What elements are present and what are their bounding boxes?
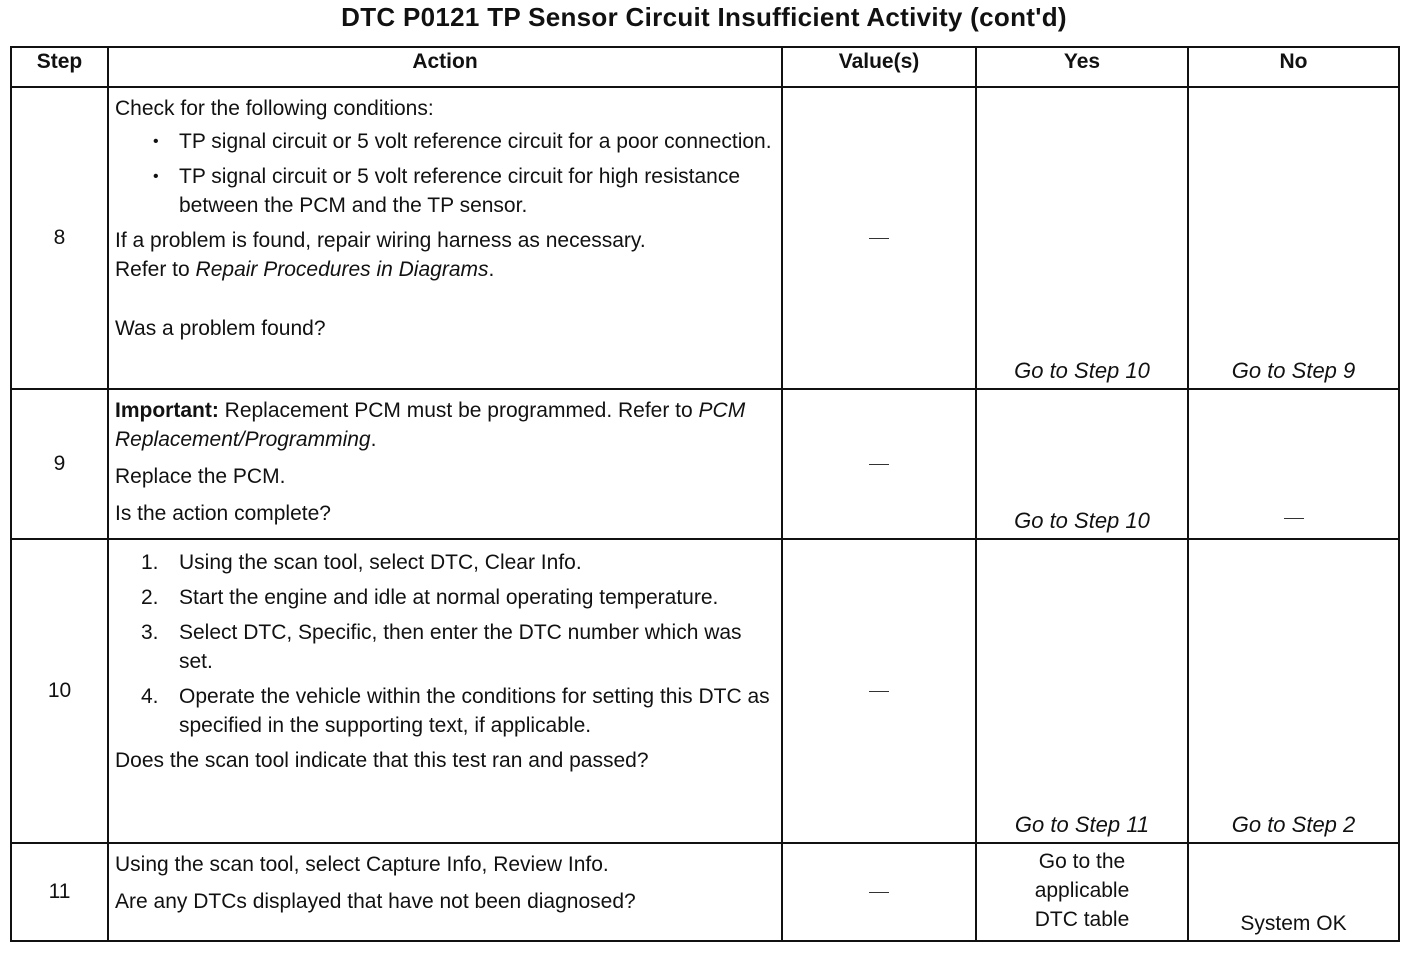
yes-cell xyxy=(976,539,1188,843)
important-label: Important: xyxy=(115,399,219,422)
goto-link[interactable]: Go to Step 2 xyxy=(1231,812,1356,837)
system-ok-text: System OK xyxy=(1240,912,1347,935)
dash-icon xyxy=(1284,518,1304,519)
goto-link[interactable]: Go to Step 10 xyxy=(1014,508,1150,533)
step-number: 9 xyxy=(11,389,108,539)
action-question: Is the action complete? xyxy=(115,502,331,525)
repair-procedures-link[interactable]: Repair Procedures in Diagrams xyxy=(195,258,489,281)
important-text: Replacement PCM must be programmed. Refer to xyxy=(218,399,699,422)
list-item: 4. Operate the vehicle within the conditions for setting this DTC as specified in the supporting text, if applicable. xyxy=(141,685,770,737)
action-text: Replace the PCM. xyxy=(115,465,286,488)
header-no: No xyxy=(1188,47,1399,87)
dash-icon xyxy=(869,892,889,893)
no-cell xyxy=(1188,539,1399,843)
list-item: • TP signal circuit or 5 volt reference circuit for a poor connection. xyxy=(179,127,775,156)
yes-cell xyxy=(976,87,1188,389)
page-title: DTC P0121 TP Sensor Circuit Insufficient Activity (cont'd) xyxy=(341,2,1067,32)
condition-list xyxy=(115,127,775,220)
value-cell xyxy=(782,843,976,941)
no-cell xyxy=(1188,843,1399,941)
action-cell xyxy=(108,389,782,539)
header-action: Action xyxy=(108,47,782,87)
refer-prefix: Refer to xyxy=(115,258,196,281)
step-number: 11 xyxy=(11,843,108,941)
yes-cell xyxy=(976,389,1188,539)
pcm-programming-link[interactable]: PCM Replacement/Programming xyxy=(115,399,746,451)
action-refer xyxy=(115,255,775,284)
action-question: Was a problem found? xyxy=(115,317,326,340)
value-cell xyxy=(782,389,976,539)
action-question: Does the scan tool indicate that this test ran and passed? xyxy=(115,749,649,772)
yes-cell[interactable] xyxy=(976,843,1188,941)
table-row-step-10 xyxy=(11,539,1399,843)
list-item: 2. Start the engine and idle at normal operating temperature. xyxy=(141,586,719,609)
action-question: Are any DTCs displayed that have not been diagnosed? xyxy=(115,890,636,913)
action-cell xyxy=(108,843,782,941)
action-text: If a problem is found, repair wiring harness as necessary. xyxy=(115,229,646,252)
goto-link[interactable]: Go to Step 11 xyxy=(1014,812,1150,837)
value-cell xyxy=(782,539,976,843)
list-item: • TP signal circuit or 5 volt reference circuit for high resistance between the PCM and the TP sensor. xyxy=(179,162,775,220)
refer-suffix: . xyxy=(488,258,495,281)
header-values: Value(s) xyxy=(782,47,976,87)
diagnostic-table xyxy=(10,46,1400,942)
action-text: Using the scan tool, select Capture Info, Review Info. xyxy=(115,853,609,876)
goto-link[interactable]: Go to Step 9 xyxy=(1231,358,1356,383)
list-item: 3. Select DTC, Specific, then enter the DTC number which was set. xyxy=(141,621,742,673)
table-row-step-11 xyxy=(11,843,1399,941)
header-row xyxy=(11,47,1399,87)
dash-icon xyxy=(869,238,889,239)
step-number: 8 xyxy=(11,87,108,389)
header-step: Step xyxy=(11,47,108,87)
list-item: 1. Using the scan tool, select DTC, Clear Info. xyxy=(141,551,582,574)
goto-link[interactable]: Go to Step 10 xyxy=(1014,358,1150,383)
important-note xyxy=(115,396,775,454)
dash-icon xyxy=(869,464,889,465)
header-yes: Yes xyxy=(976,47,1188,87)
procedure-list xyxy=(115,548,775,740)
yes-line: DTC table xyxy=(1034,908,1130,931)
no-cell xyxy=(1188,87,1399,389)
value-cell xyxy=(782,87,976,389)
step-number: 10 xyxy=(11,539,108,843)
no-cell xyxy=(1188,389,1399,539)
yes-line: applicable xyxy=(1034,879,1130,902)
action-cell xyxy=(108,539,782,843)
action-cell xyxy=(108,87,782,389)
dash-icon xyxy=(869,691,889,692)
yes-line: Go to the xyxy=(1038,850,1126,873)
table-row-step-9 xyxy=(11,389,1399,539)
important-suffix: . xyxy=(370,428,377,451)
table-row-step-8 xyxy=(11,87,1399,389)
action-intro: Check for the following conditions: xyxy=(115,97,434,120)
